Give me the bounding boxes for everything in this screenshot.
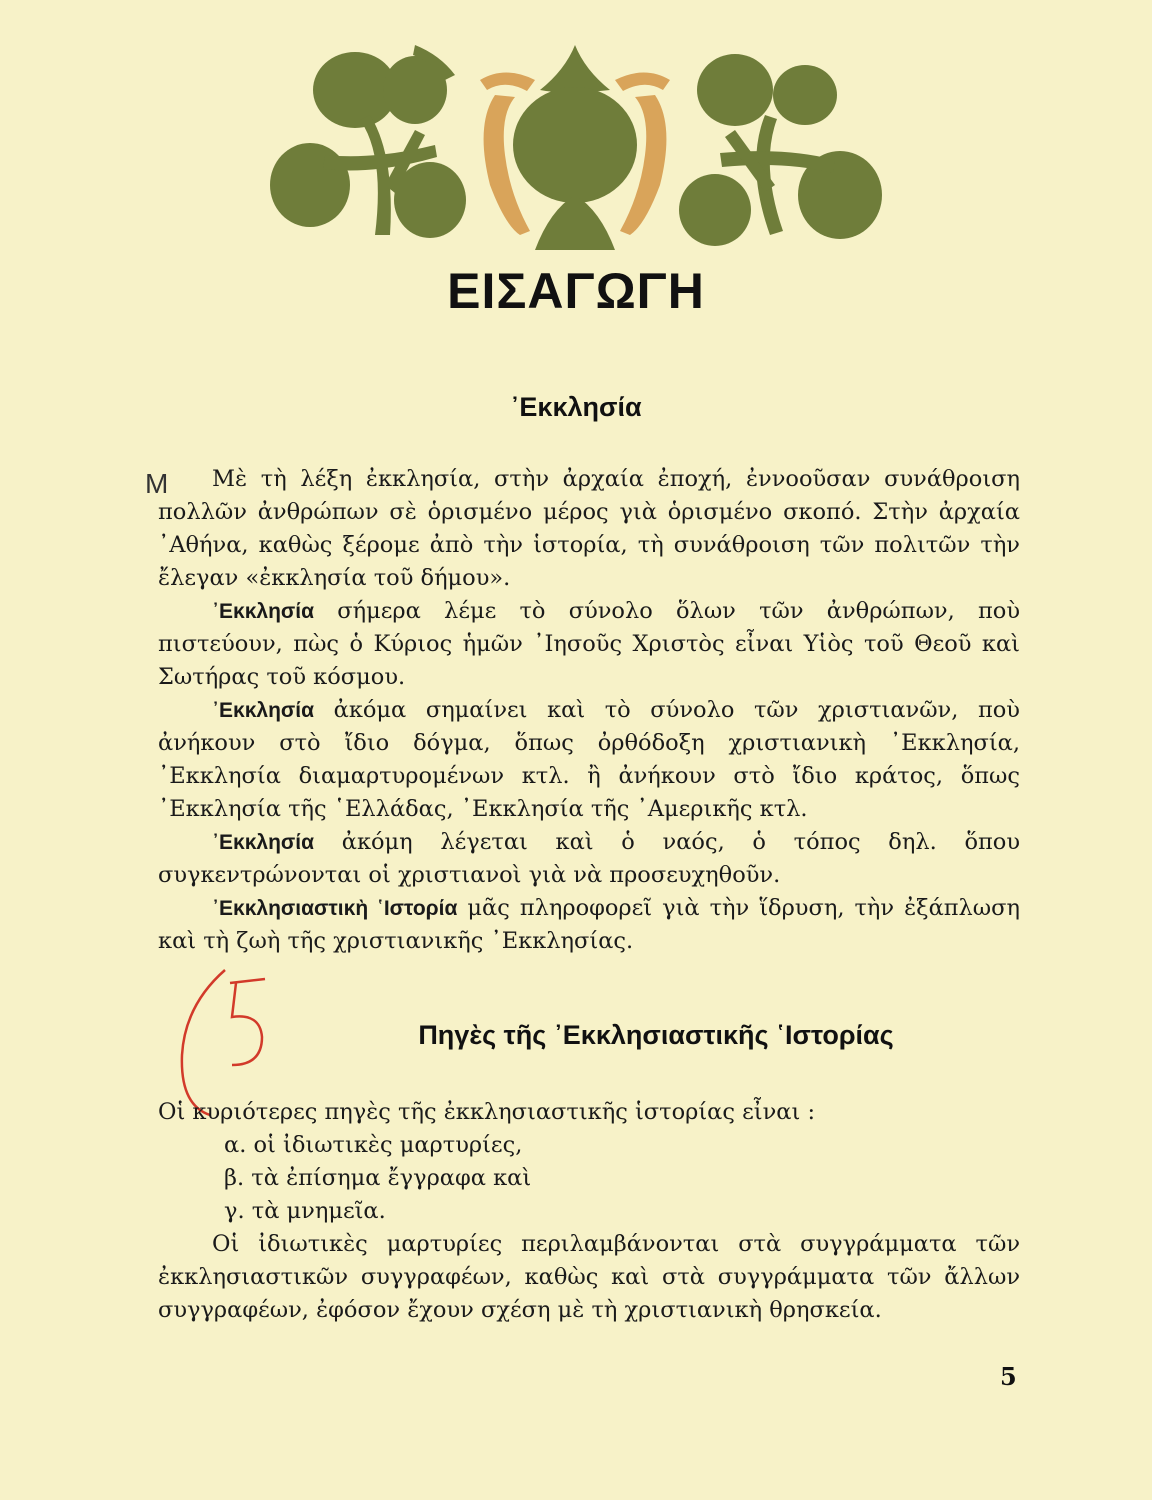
term-church-history: ᾿Εκκλησιαστικὴ ῾Ιστορία: [212, 897, 458, 920]
paragraph: ᾿Εκκλησία ἀκόμα σημαίνει καὶ τὸ σύνολο τῶν χριστιανῶν, ποὺ ἀνήκουν στὸ ἴδιο δόγμα, ὅπως ὀρθόδοξη χριστιανικὴ ᾿Εκκλησία, ᾿Εκκλησία διαμαρτυρομένων κτλ. ἢ ἀνήκουν στὸ ἴδιο κράτος, ὅπως ᾿Εκκλησία τῆς ῾Ελλάδας, ᾿Εκκλησία τῆς ᾿Αμερικῆς κτλ.: [158, 697, 1020, 822]
paragraph: Οἱ κυριότερες πηγὲς τῆς ἐκκλησιαστικῆς ἱστορίας εἶναι :: [158, 1099, 816, 1125]
paragraph: Οἱ ἰδιωτικὲς μαρτυρίες περιλαμβάνονται στὰ συγγράμματα τῶν ἐκκλησιαστικῶν συγγραφέων, καθὼς καὶ στὰ συγγράμματα τῶν ἄλλων συγγραφέων, ἐφόσον ἔχουν σχέση μὲ τὴ χριστιανικὴ θρησκεία.: [158, 1231, 1020, 1323]
list-item: α. οἱ ἰδιωτικὲς μαρτυρίες,: [224, 1132, 523, 1158]
section-heading-sources: Πηγὲς τῆς ᾿Εκκλησιαστικῆς ῾Ιστορίας: [418, 1020, 894, 1050]
list-item: β. τὰ ἐπίσημα ἔγγραφα καὶ: [224, 1165, 532, 1191]
paragraph: ᾿Εκκλησία σήμερα λέμε τὸ σύνολο ὅλων τῶν ἀνθρώπων, ποὺ πιστεύουν, πὼς ὁ Κύριος ἡμῶν ᾿Ιησοῦς Χριστὸς εἶναι Υἱὸς τοῦ Θεοῦ καὶ Σωτήρας τοῦ κόσμου.: [158, 598, 1020, 690]
paragraph: Μὲ τὴ λέξη ἐκκλησία, στὴν ἀρχαία ἐποχή, ἐννοοῦσαν συνάθροιση πολλῶν ἀνθρώπων σὲ ὁρισμένο μέρος γιὰ ὁρισμένο σκοπό. Στὴν ἀρχαία ᾿Αθήνα, καθὼς ξέρομε ἀπὸ τὴν ἱστορία, τὴ συνάθροιση τῶν πολιτῶν τὴν ἔλεγαν «ἐκκλησία τοῦ δήμου».: [158, 466, 1020, 591]
section-sources-body: [158, 1096, 1020, 1327]
section-church-body: [158, 463, 1020, 958]
section-heading-church: ᾿Εκκλησία: [510, 392, 642, 422]
page-title: ΕΙΣΑΓΩΓΗ: [447, 263, 705, 319]
margin-mark: Μ: [145, 468, 169, 499]
term-church: ᾿Εκκλησία: [212, 831, 315, 854]
page-number: 5: [1000, 1362, 1017, 1391]
list-item: γ. τὰ μνημεῖα.: [224, 1198, 386, 1224]
paragraph: ᾿Εκκλησία ἀκόμη λέγεται καὶ ὁ ναός, ὁ τόπος δηλ. ὅπου συγκεντρώνονται οἱ χριστιανοὶ γιὰ νὰ προσευχηθοῦν.: [158, 829, 1020, 888]
paragraph: ᾿Εκκλησιαστικὴ ῾Ιστορία μᾶς πληροφορεῖ γιὰ τὴν ἵδρυση, τὴν ἐξάπλωση καὶ τὴ ζωὴ τῆς χριστιανικῆς ᾿Εκκλησίας.: [158, 895, 1020, 954]
floral-ornament: [265, 35, 885, 250]
term-church: ᾿Εκκλησία: [212, 699, 315, 722]
term-church: ᾿Εκκλησία: [212, 600, 315, 623]
